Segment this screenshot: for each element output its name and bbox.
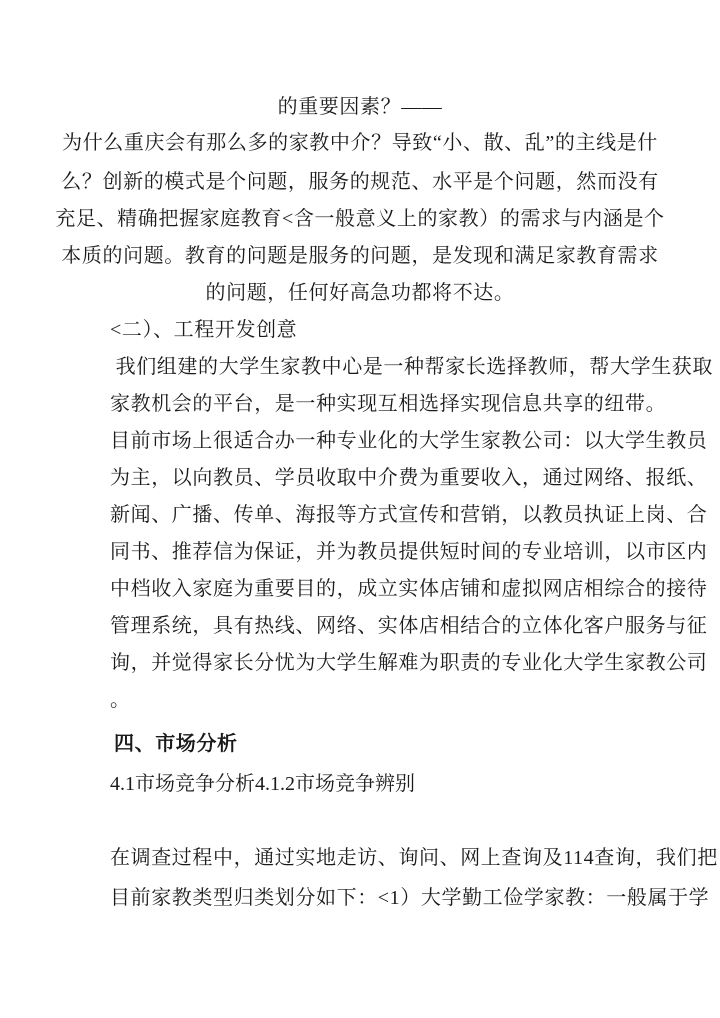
text-line: 家教机会的平台，是一种实现互相选择实现信息共享的纽带。 (110, 393, 667, 415)
text-line: 么？创新的模式是个问题，服务的规范、水平是个问题，然而没有 (61, 171, 659, 193)
text-line: 我们组建的大学生家教中心是一种帮家长选择教师，帮大学生获取 (110, 356, 713, 378)
text-line: 充足、精确把握家庭教育<含一般意义上的家教）的需求与内涵是个 (55, 208, 665, 230)
text-line: 新闻、广播、传单、海报等方式宣传和营销，以教员执证上岗、合 (110, 504, 708, 526)
text-line: 目前市场上很适合办一种专业化的大学生家教公司：以大学生教员 (110, 430, 708, 452)
text-line: 管理系统，具有热线、网络、实体店相结合的立体化客户服务与征 (110, 615, 708, 637)
text-line: 为什么重庆会有那么多的家教中介？导致“小、散、乱”的主线是什 (62, 132, 658, 154)
text-line: 目前家教类型归类划分如下：<1）大学勤工俭学家教：一般属于学 (110, 887, 710, 909)
text-line: 。 (110, 689, 131, 711)
text-line: 在调查过程中，通过实地走访、询问、网上查询及114查询，我们把 (110, 847, 718, 869)
text-line: 中档收入家庭为重要目的，成立实体店铺和虚拟网店相综合的接待 (110, 578, 708, 600)
text-line: 询，并觉得家长分忧为大学生解难为职责的专业化大学生家教公司 (110, 652, 708, 674)
text-line: 的问题，任何好高急功都将不达。 (205, 282, 515, 304)
subsection-heading: 4.1市场竞争分析4.1.2市场竞争辨别 (110, 773, 415, 795)
section-heading: <二）、工程开发创意 (110, 319, 298, 341)
text-line: 为主，以向教员、学员收取中介费为重要收入，通过网络、报纸、 (110, 467, 708, 489)
text-line: 的重要因素？—— (277, 96, 443, 118)
text-line: 同书、推荐信为保证，并为教员提供短时间的专业培训，以市区内 (110, 541, 708, 563)
text-line: 本质的问题。教育的问题是服务的问题，是发现和满足家教育需求 (61, 245, 659, 267)
section-heading-market-analysis: 四、市场分析 (114, 733, 238, 755)
